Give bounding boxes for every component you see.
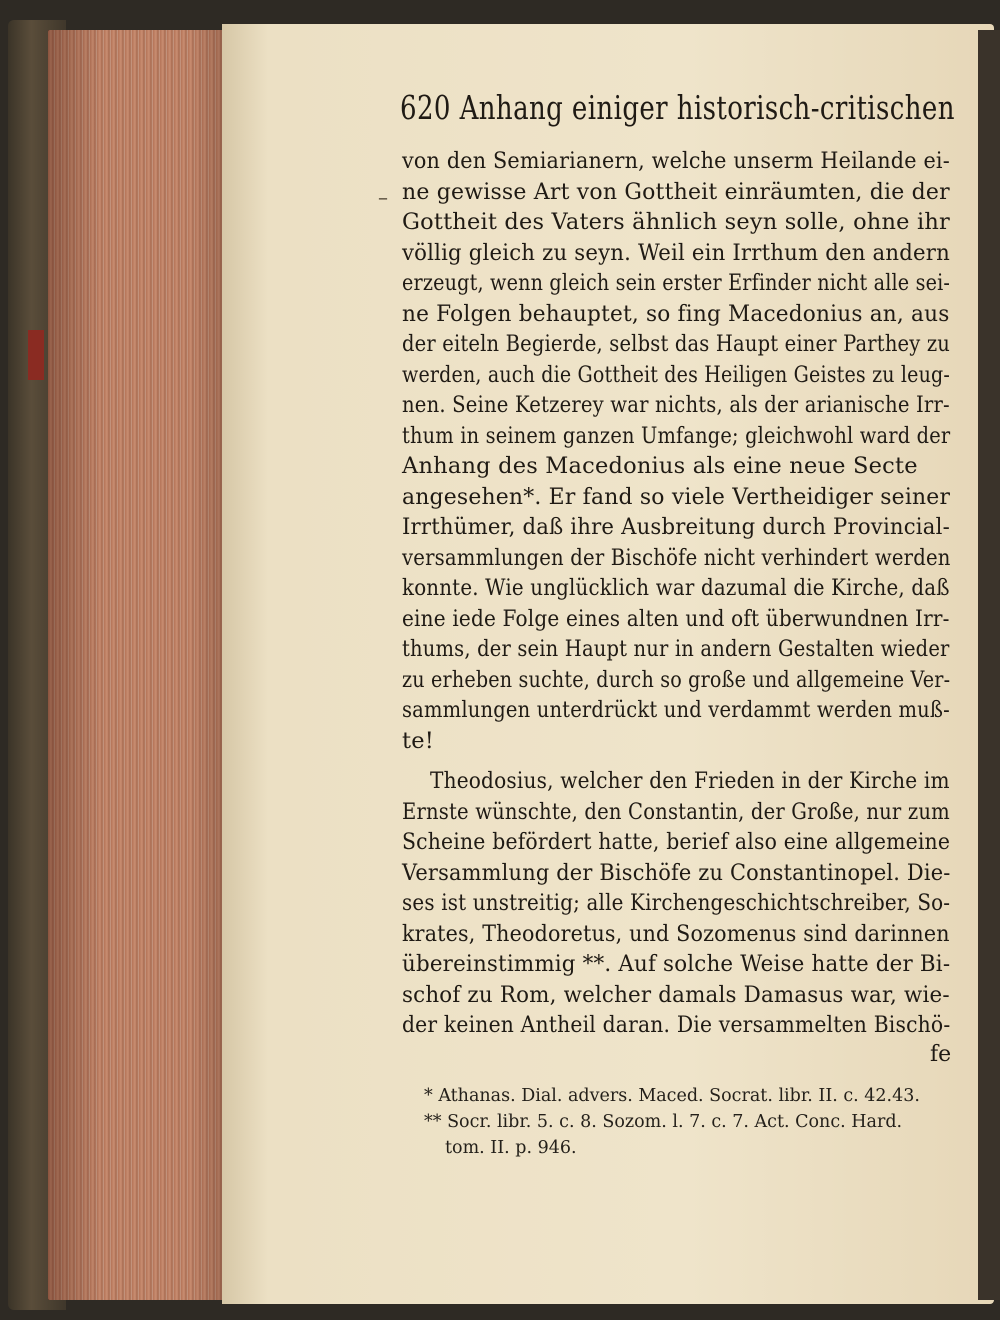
- text-line: konnte. Wie unglücklich war dazumal die Kirche, daß: [402, 575, 950, 601]
- text-line: versammlungen der Bischöfe nicht verhindert werden: [402, 544, 951, 571]
- text-line: der keinen Antheil daran. Die versammelten Bischö-: [402, 1012, 951, 1038]
- text-line: erzeugt, wenn gleich sein erster Erfinder nicht alle sei-: [402, 270, 951, 296]
- text-line: übereinstimmig **. Auf solche Weise hatte der Bi-: [402, 951, 951, 977]
- text-line: zu erheben suchte, durch so große und allgemeine Ver-: [402, 666, 951, 693]
- text-line: Theodosius, welcher den Frieden in der Kirche im: [430, 768, 950, 794]
- text-line: angesehen*. Er fand so viele Vertheidiger seiner: [402, 483, 951, 510]
- text-line: thum in seinem ganzen Umfange; gleichwohl ward der: [402, 422, 951, 449]
- text-line: schof zu Rom, welcher damals Damasus war, wie-: [402, 981, 950, 1008]
- text-line: eine iede Folge eines alten und oft überwundnen Irr-: [402, 605, 950, 632]
- running-head: [400, 88, 955, 127]
- text-line: ne Folgen behauptet, so fing Macedonius an, aus: [402, 300, 950, 327]
- bookmark-ribbon: [28, 330, 44, 380]
- text-line: thums, der sein Haupt nur in andern Gestalten wieder: [402, 636, 950, 662]
- text-line: Ernste wünschte, den Constantin, der Große, nur zum: [402, 798, 950, 825]
- text-line: nen. Seine Ketzerey war nichts, als der arianische Irr-: [402, 392, 950, 418]
- text-line: Anhang des Macedonius als eine neue Secte: [402, 453, 918, 479]
- text-line: Gottheit des Vaters ähnlich seyn solle, ohne ihr: [402, 209, 950, 235]
- text-line: Scheine befördert hatte, berief also eine allgemeine: [402, 829, 951, 855]
- text-line: Versammlung der Bischöfe zu Constantinopel. Die-: [402, 859, 951, 886]
- catchword: fe: [930, 1042, 952, 1067]
- text-line: der eiteln Begierde, selbst das Haupt einer Parthey zu: [402, 331, 951, 357]
- text-line: krates, Theodoretus, und Sozomenus sind darinnen: [402, 920, 950, 947]
- text-line: sammlungen unterdrückt und verdammt werden muß-: [402, 697, 950, 723]
- text-line: völlig gleich zu seyn. Weil ein Irrthum den andern: [402, 239, 950, 266]
- text-line: Irrthümer, daß ihre Ausbreitung durch Provincial-: [402, 514, 950, 540]
- text-line: te!: [402, 727, 434, 754]
- text-line: ses ist unstreitig; alle Kirchengeschichtschreiber, So-: [402, 890, 951, 916]
- footnote: ** Socr. libr. 5. c. 8. Sozom. l. 7. c. 7. Act. Conc. Hard.: [424, 1112, 903, 1132]
- footnote: tom. II. p. 946.: [445, 1138, 577, 1158]
- text-line: werden, auch die Gottheit des Heiligen Geistes zu leug-: [402, 361, 951, 388]
- page-number: 620: [400, 88, 451, 127]
- text-line: von den Semiarianern, welche unserm Heilande ei-: [402, 148, 950, 174]
- margin-dash: –: [378, 185, 388, 209]
- text-line: ne gewisse Art von Gottheit einräumten, die der: [402, 178, 950, 205]
- facing-page-edge: [978, 30, 1000, 1300]
- footnote: * Athanas. Dial. advers. Maced. Socrat. libr. II. c. 42.43.: [424, 1086, 920, 1106]
- running-head-title: Anhang einiger historisch-critischen: [459, 88, 955, 127]
